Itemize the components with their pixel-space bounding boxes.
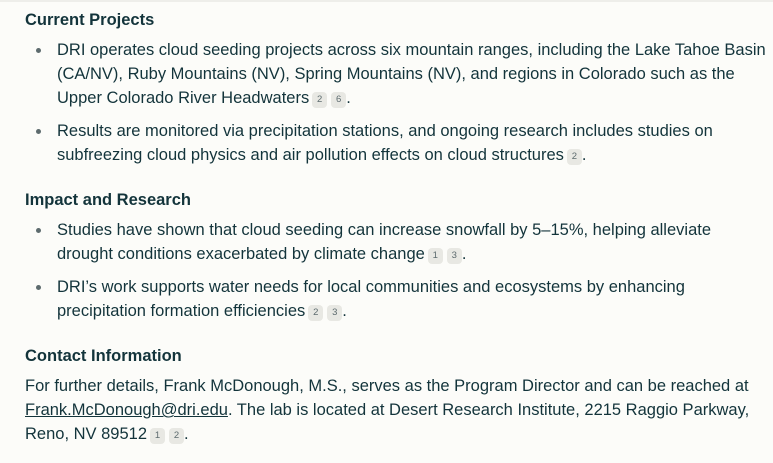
- sentence-period: .: [346, 89, 351, 107]
- section-heading-contact: Contact Information: [25, 347, 182, 365]
- sentence-period: .: [184, 425, 189, 443]
- list-item-text: Studies have shown that cloud seeding can increase snowfall by 5–15%, helping alleviate drought conditions exacerbated by climate change: [57, 221, 712, 263]
- sentence-period: .: [342, 302, 347, 320]
- current-projects-list: [25, 38, 770, 167]
- citation-badge[interactable]: 6: [331, 92, 346, 108]
- citation-badge[interactable]: 3: [327, 305, 342, 321]
- citation-badge[interactable]: 1: [150, 428, 165, 444]
- top-divider: [0, 0, 773, 2]
- contact-text-before: For further details, Frank McDonough, M.S., serves as the Program Director and can be reached at: [25, 377, 749, 395]
- email-link[interactable]: Frank.McDonough@dri.edu: [25, 401, 228, 419]
- contact-paragraph: [25, 374, 770, 446]
- answer-content: [25, 8, 770, 446]
- section-heading-current-projects: Current Projects: [25, 11, 155, 29]
- sentence-period: .: [461, 245, 467, 263]
- sentence-period: .: [581, 146, 587, 164]
- citation-badge[interactable]: 2: [312, 92, 327, 108]
- list-item-text: DRI operates cloud seeding projects across six mountain ranges, including the Lake Tahoe Basin (CA/NV), Ruby Mountains (NV), Spring Mountains (NV), and regions in Colorado such as the Upper Colorado River Headwaters: [57, 41, 766, 107]
- list-item-text: Results are monitored via precipitation stations, and ongoing research includes studies on subfreezing cloud physics and air pollution effects on cloud structures: [57, 122, 713, 164]
- citation-badge[interactable]: 2: [308, 305, 323, 321]
- impact-research-list: [25, 218, 770, 323]
- list-item: [57, 38, 770, 110]
- list-item: [57, 119, 770, 167]
- list-item: [57, 275, 770, 323]
- citation-badge[interactable]: 3: [447, 248, 462, 264]
- citation-badge[interactable]: 1: [428, 248, 443, 264]
- citation-badge[interactable]: 2: [567, 149, 582, 165]
- section-heading-impact-research: Impact and Research: [25, 191, 191, 209]
- list-item-text: DRI’s work supports water needs for local communities and ecosystems by enhancing precipitation formation efficiencies: [57, 278, 685, 320]
- citation-badge[interactable]: 2: [169, 428, 184, 444]
- list-item: [57, 218, 770, 266]
- contact-text-after: . The lab is located at Desert Research Institute, 2215 Raggio Parkway, Reno, NV 89512: [25, 401, 750, 443]
